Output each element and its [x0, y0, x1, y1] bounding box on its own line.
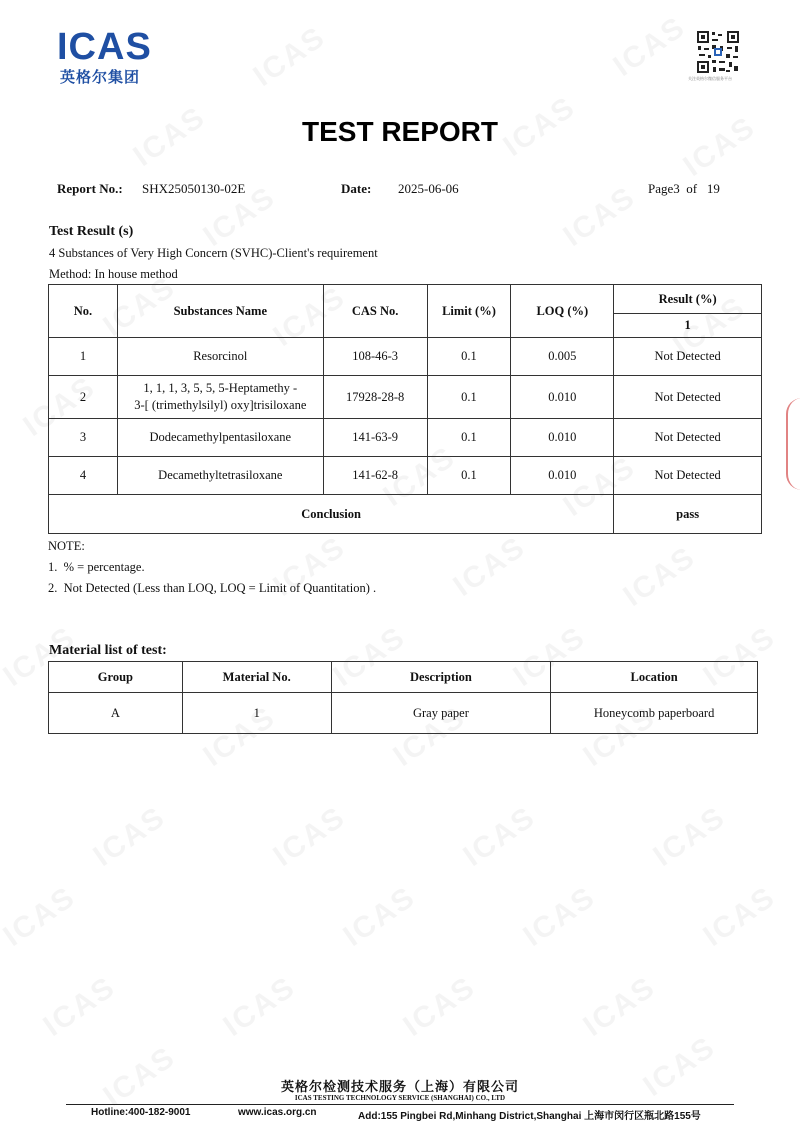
table-header-row [49, 662, 758, 693]
cell-no: 1 [49, 338, 118, 376]
substance-name-line: 3-[ (trimethylsilyl) oxy]trisiloxane [134, 398, 307, 412]
cell-result: Not Detected [614, 338, 762, 376]
note-heading: NOTE: [48, 539, 85, 553]
cell-loq: 0.010 [511, 419, 614, 457]
watermark [557, 180, 642, 254]
cell-description: Gray paper [331, 693, 551, 734]
table-header-row [49, 285, 762, 314]
cell-location: Honeycomb paperboard [551, 693, 758, 734]
note-item: 2. Not Detected (Less than LOQ, LOQ = Limit of Quantitation) . [48, 581, 377, 595]
footer-website[interactable]: www.icas.org.cn [238, 1107, 317, 1118]
substance-name-line: 1, 1, 1, 3, 5, 5, 5-Heptamethy - [143, 381, 298, 395]
footer-company-cn: 英格尔检测技术服务（上海）有限公司 [280, 1080, 519, 1095]
material-list-heading: Material list of test: [49, 643, 167, 658]
cell-result: Not Detected [614, 457, 762, 495]
conclusion-label: Conclusion [49, 495, 614, 534]
test-result-subtitle: 4 Substances of Very High Concern (SVHC)-Client's requirement [49, 246, 378, 260]
col-header-cas-no: CAS No. [323, 285, 427, 338]
company-logo: ICAS [57, 26, 152, 68]
company-logo-cn: 英格尔集团 [60, 68, 141, 86]
table-row [49, 338, 762, 376]
material-list-table [48, 661, 758, 734]
cell-loq: 0.010 [511, 376, 614, 419]
watermark [267, 800, 352, 874]
side-seal-stamp [786, 398, 800, 490]
cell-no: 3 [49, 419, 118, 457]
cell-limit: 0.1 [427, 376, 511, 419]
cell-cas-no: 141-62-8 [323, 457, 427, 495]
cell-loq: 0.005 [511, 338, 614, 376]
watermark [397, 970, 482, 1044]
cell-limit: 0.1 [427, 457, 511, 495]
col-header-substance-name: Substances Name [117, 285, 323, 338]
table-row [49, 457, 762, 495]
table-row [49, 376, 762, 419]
cell-substance-name: Decamethyltetrasiloxane [117, 457, 323, 495]
watermark [517, 880, 602, 954]
cell-cas-no: 17928-28-8 [323, 376, 427, 419]
watermark [457, 800, 542, 874]
note-item: 1. % = percentage. [48, 560, 145, 574]
qr-code-icon [696, 30, 740, 74]
col-header-result-sample: 1 [614, 314, 762, 338]
cell-loq: 0.010 [511, 457, 614, 495]
table-row [49, 419, 762, 457]
conclusion-value: pass [614, 495, 762, 534]
date-label: Date: [341, 181, 372, 196]
col-header-no: No. [49, 285, 118, 338]
watermark [0, 880, 82, 954]
watermark [617, 540, 702, 614]
col-header-limit: Limit (%) [427, 285, 511, 338]
watermark [217, 970, 302, 1044]
watermark [647, 800, 732, 874]
watermark [247, 20, 332, 94]
cell-material-no: 1 [182, 693, 331, 734]
footer-company-en: ICAS TESTING TECHNOLOGY SERVICE (SHANGHAI) CO., LTD [294, 1094, 506, 1102]
qr-caption: 关注英格尔微信服务平台 [688, 76, 732, 81]
date-value: 2025-06-06 [398, 181, 459, 196]
footer-address: Add:155 Pingbei Rd,Minhang District,Shanghai 上海市闵行区瓶北路155号 [358, 1111, 701, 1122]
col-header-loq: LOQ (%) [511, 285, 614, 338]
test-result-heading: Test Result (s) [49, 224, 134, 239]
watermark [37, 970, 122, 1044]
table-row [49, 693, 758, 734]
watermark [577, 970, 662, 1044]
col-header-material-no: Material No. [182, 662, 331, 693]
cell-result: Not Detected [614, 419, 762, 457]
conclusion-row [49, 495, 762, 534]
col-header-location: Location [551, 662, 758, 693]
test-result-table [48, 284, 762, 534]
col-header-result: Result (%) [614, 285, 762, 314]
cell-no: 4 [49, 457, 118, 495]
cell-limit: 0.1 [427, 419, 511, 457]
watermark [697, 880, 782, 954]
cell-substance-name: Resorcinol [117, 338, 323, 376]
watermark [607, 10, 692, 84]
page-number: Page3 of 19 [648, 181, 720, 196]
report-no-label: Report No.: [57, 181, 123, 196]
cell-cas-no: 141-63-9 [323, 419, 427, 457]
cell-cas-no: 108-46-3 [323, 338, 427, 376]
col-header-description: Description [331, 662, 551, 693]
page-title: TEST REPORT [301, 116, 498, 147]
cell-substance-name: Dodecamethylpentasiloxane [117, 419, 323, 457]
cell-group: A [49, 693, 183, 734]
watermark [447, 530, 532, 604]
footer-divider [66, 1104, 734, 1105]
test-method: Method: In house method [49, 267, 178, 281]
footer-hotline: Hotline:400-182-9001 [91, 1107, 191, 1118]
col-header-group: Group [49, 662, 183, 693]
watermark [337, 880, 422, 954]
watermark [87, 800, 172, 874]
report-no-value: SHX25050130-02E [142, 181, 246, 196]
cell-limit: 0.1 [427, 338, 511, 376]
cell-result: Not Detected [614, 376, 762, 419]
cell-substance-name [117, 376, 323, 419]
cell-no: 2 [49, 376, 118, 419]
